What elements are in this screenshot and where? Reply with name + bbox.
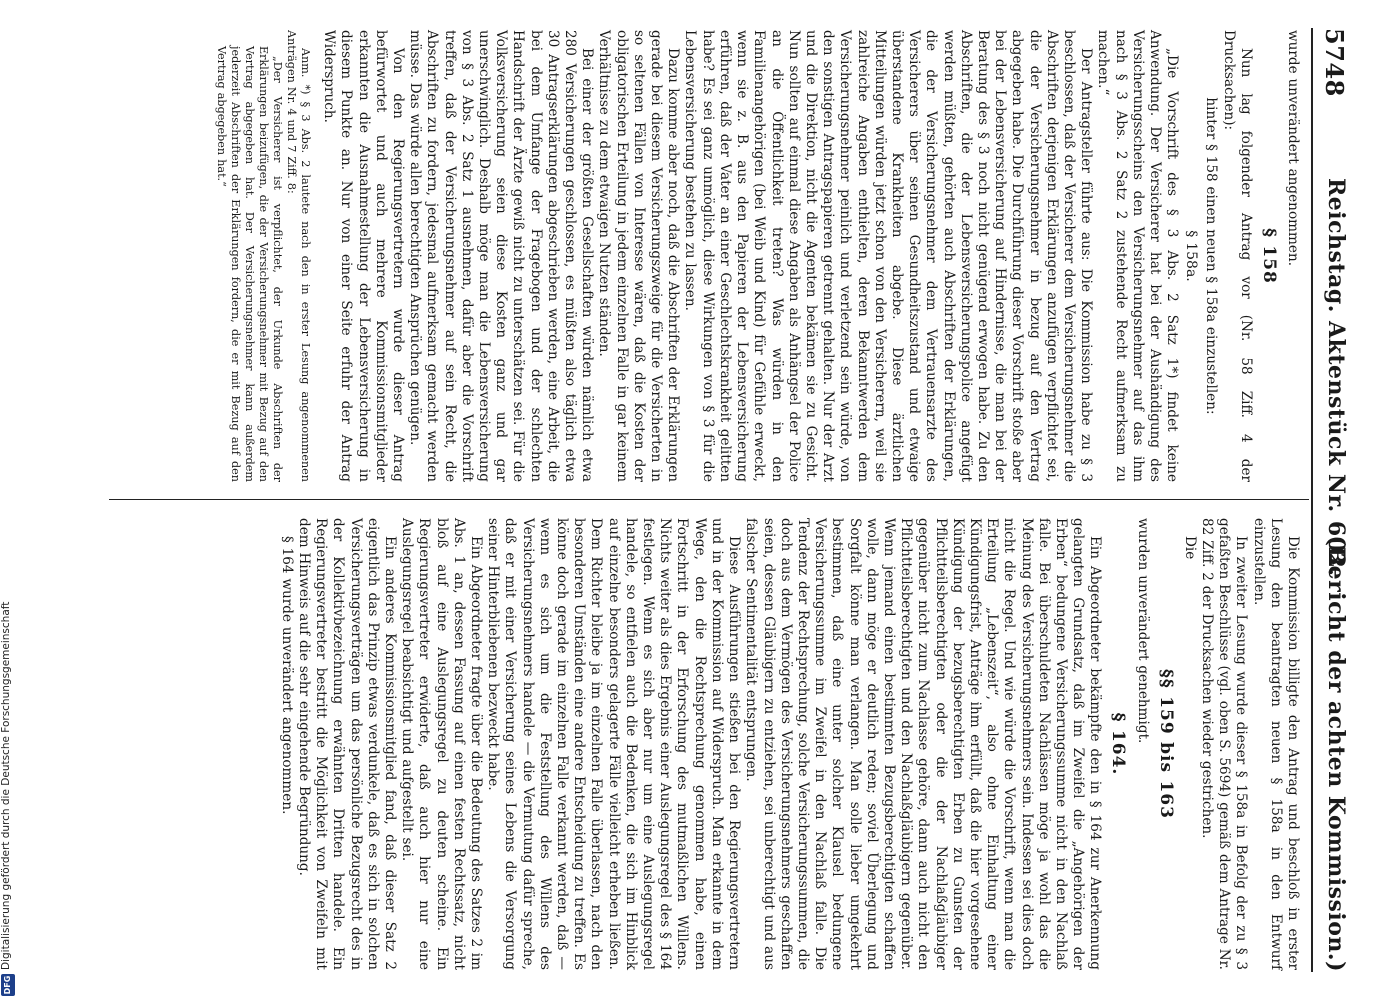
left-paragraph-1: Nun lag folgender Antrag vor (Nr. 58 Ziff. 4 der Drucksachen): [1220, 30, 1254, 482]
page-number: 5748 [1320, 28, 1349, 97]
right-paragraph-7: Ein anderes Kommissionsmitglied fand, daß dieser Satz 2 eigentlich das Prinzip etwas verdunkele, daß es sich in solchen Versicherungsverträgen um das persönliche Bezugsrecht des in der Kollektivbezeichnung erwähnten Dritten handele. Ein Regierungsvertreter bestritt die Möglichkeit von Zweifeln mit dem Hinweis auf die sehr eingehende Begründung. [296, 518, 399, 970]
footnote: Anm. *) § 3 Abs. 2 lautete nach den in erster Lesung angenommenen Anträgen Nr. 4 und 7 Ziff. 8: [285, 30, 313, 482]
left-intro: wurde unverändert angenommen. [1285, 30, 1301, 267]
left-quote: „Die Vorschrift des § 3 Abs. 2 Satz 1*) findet keine Anwendung. Der Versicherer hat bei der Aushändigung des Versicherungsscheins den Versicherungsnehmer auf das ihm nach § 3 Abs. 2 Satz 2 zustehende Recht aufmerksam zu machen.“ [1095, 30, 1181, 482]
column-divider [109, 499, 1309, 500]
right-paragraph-6: Ein Abgeordneter fragte über die Bedeutung des Satzes 2 im Abs. 1 an, dessen Fassung auf einen festen Rechtssatz, nicht bloß auf eine Auslegungsregel zu deuten scheine. Ein Regierungsvertreter erwiderte, daß auch hier nur eine Auslegungsregel beabsichtigt und aufgestellt sei. [399, 518, 485, 970]
credit-text: Digitalisierung gefördert durch die Deutsche Forschungsgemeinschaft [0, 601, 12, 970]
dfg-logo: DFG [1, 974, 15, 996]
right-column [278, 518, 1301, 970]
right-paragraph-4: Ein Abgeordneter bekämpfte den in § 164 zur Anerkennung gelangten Grundsatz, daß im Zweifel die „Angehörigen der Erben“ bedungene Versicherungssumme nicht in den Nachlaß falle. Bei überschuldeten Nachlässen möge ja wohl das die Meinung des Versicherungsnehmers sein. Indessen sei dies doch nicht die Regel. Und wie würde die Vorschrift, wenn man die Erteilung „Lebenszeit“, also ohne Einhaltung einer Kündigungsfrist, Anträge ihm erfüllt, daß die hier vorgesehene Kündigung der bezugsberechtigten Erben zu Gunsten der Pflichtteilsberechtigten oder die der Nachlaßgläubiger gegenüber nicht zum Nachlasse gehöre, dann auch nicht den Pflichtteilsberechtigten und den Nachlaßgläubigern gegenüber. Wenn jemand einen bestimmten Bezugsberechtigten schaffen wolle, dann möge er deutlich reden; soviel Überlegung und Sorgfalt könne man verlangen. Man solle lieber umgekehrt bestimmen, daß eine unter solcher Klausel bedungene Versicherungssumme im Zweifel in den Nachlaß falle. Die Tendenz der Rechtsprechung, solche Versicherungssummen, die doch aus dem Vermögen des Versicherungsnehmers geschaffen seien, dessen Gläubigern zu entziehen, sei unberechtigt und aus falscher Sentimentalität entsprungen. [743, 518, 1104, 971]
header-rule [1311, 28, 1313, 972]
page-header [1315, 28, 1355, 972]
footnote-quote: „Der Versicherer ist verpflichtet, der Urkunde Abschriften der Erklärungen beizufügen, die der Versicherungsnehmer mit Bezug auf den Vertrag abgegeben hat. Der Versicherungsnehmer kann außerdem jederzeit Abschriften der Erklärungen fordern, die er mit Bezug auf den Vertrag abgegeben hat.“ [215, 46, 285, 482]
page-title: Reichstag. Aktenstück Nr. 602. [1323, 178, 1349, 577]
section-159-163-heading: §§ 159 bis 163 [1155, 669, 1176, 819]
right-paragraph-3: wurden unverändert genehmigt. [1134, 518, 1151, 744]
left-column [214, 30, 1301, 482]
page-subtitle: (Bericht der achten Kommission.) [1323, 535, 1349, 972]
right-die: Die [1181, 536, 1198, 560]
digitization-credit [0, 0, 18, 1000]
right-paragraph-8: § 164 wurde unverändert angenommen. [278, 536, 295, 815]
right-paragraph-2: In zweiter Lesung wurde dieser § 158a in Befolg der zu § 3 gefaßten Beschlüsse (vgl. oben S. 5694) gemäß dem Antrage Nr. 82 Ziff. 2 der Drucksachen wieder gestrichen. [1198, 518, 1250, 970]
left-paragraph-2: hinter § 158 einen neuen § 158a einzustellen: [1203, 97, 1220, 415]
section-164-heading: § 164. [1108, 712, 1129, 776]
left-paragraph-4: Dazu komme aber noch, daß die Abschriften der Erklärungen gerade bei diesem Versicherungszweige für die Versicherten in so seltenen Fällen von Interesse wären, daß die Kosten der obligatorischen Erteilung in jedem einzelnen Falle in gar keinem Verhältnisse zu dem etwaigen Nutzen ständen. [596, 30, 682, 482]
section-158-heading: § 158 [1258, 228, 1279, 284]
section-158a-heading: § 158a. [1183, 230, 1200, 282]
left-paragraph-3: Der Antragsteller führte aus: Die Kommission habe zu § 3 beschlossen, daß der Versicherer dem Versicherungsnehmer die Abschriften derjenigen Erklärungen anzufügen verpflichtet sei, die der Versicherungsnehmer in bezug auf den Vertrag abgegeben habe. Die Durchführung dieser Vorschrift stoße aber bei der Lebensversicherung auf Hindernisse, die man bei der Beratung des § 3 noch nicht genügend erwogen habe. Zu den Abschriften, die der Lebensversicherungspolice angefügt werden müßten, gehörten auch Abschriften der Erklärungen, die der Versicherungsnehmer dem Vertrauensarzte des Versicherers über seinen Gesundheitszustand und etwaige überstandene Krankheiten abgebe. Diese ärztlichen Mitteilungen würden jetzt schon von den Versicherern, weil sie zahlreiche Angaben enthielten, deren Bekanntwerden dem Versicherungsnehmer peinlich und verletzend sein würde, von den sonstigen Antragspapieren getrennt gehalten. Nur der Arzt und die Direktion, nicht die Agenten bekämen sie zu Gesicht. Nun sollten auf einmal diese Angaben als Anhängsel der Police an die Öffentlichkeit treten? Was würden in den Familienangehörigen (bei Weib und Kind) für Gefühle erweckt, wenn sie z. B. aus den Papieren der Lebensversicherung erführen, daß der Vater an einer Geschlechtskrankheit gelitten habe? Es sei ganz unmöglich, diese Wirkungen von § 3 für die Lebensversicherung bestehen zu lassen. [682, 30, 1095, 482]
right-paragraph-1: Die Kommission billigte den Antrag und beschloß in erster Lesung den beantragten neuen § 158a in den Entwurf einzustellen. [1250, 518, 1301, 970]
right-paragraph-5: Diese Ausführungen stießen bei den Regierungsvertretern und in der Kommission auf Widerspruch. Man erkannte in dem Wege, den die Rechtsprechung genommen habe, einen Fortschritt in der Erforschung des mutmaßlichen Willens. Nichts weiter als dies Ergebnis einer Auslegungsregel des § 164 festlegen. Wenn es sich aber nur um eine Auslegungsregel handele, so entfielen auch die Bedenken, die sich im Hinblick auf einzelne besonders gelagerte Fälle vielleicht erheben ließen. Dem Richter bleibe ja im einzelnen Falle überlassen, nach den besonderen Umständen eine andere Entscheidung zu treffen. Es könne doch gerade im einzelnen Falle verkannt werden, daß — wenn es sich um die Feststellung des Willens des Versicherungsnehmers handele — die Vermutung dafür spreche, daß er mit einer Versicherung seines Lebens die Versorgung seiner Hinterbliebenen bezweckt habe. [485, 518, 743, 970]
left-paragraph-6: Von den Regierungsvertretern wurde dieser Antrag befürwortet und auch mehrere Kommissionsmitglieder erkannten die Ausnahmestellung der Lebensversicherung in diesem Punkte an. Nur von einer Seite erfuhr der Antrag Widerspruch. [321, 30, 407, 482]
document-page [80, 0, 1383, 1000]
left-paragraph-5: Bei einer der größten Gesellschaften würden nämlich etwa 280 Versicherungen geschlossen, es müßten also täglich etwa 30 Antragserklärungen abgeschrieben werden, eine Arbeit, die bei dem Umfange der Fragebogen und der schlechten Handschrift der Ärzte gewiß nicht zu unterschätzen sei. Für die Volksversicherung seien diese Kosten ganz und gar unerschwinglich. Deshalb möge man die Lebensversicherung von § 3 Abs. 2 Satz 1 ausnehmen, dafür aber die Vorschrift treffen, daß der Versicherungsnehmer auf sein Recht, die Abschriften zu fordern, jedesmal aufmerksam gemacht werden müsse. Das würde allen berechtigten Ansprüchen genügen. [407, 30, 596, 482]
